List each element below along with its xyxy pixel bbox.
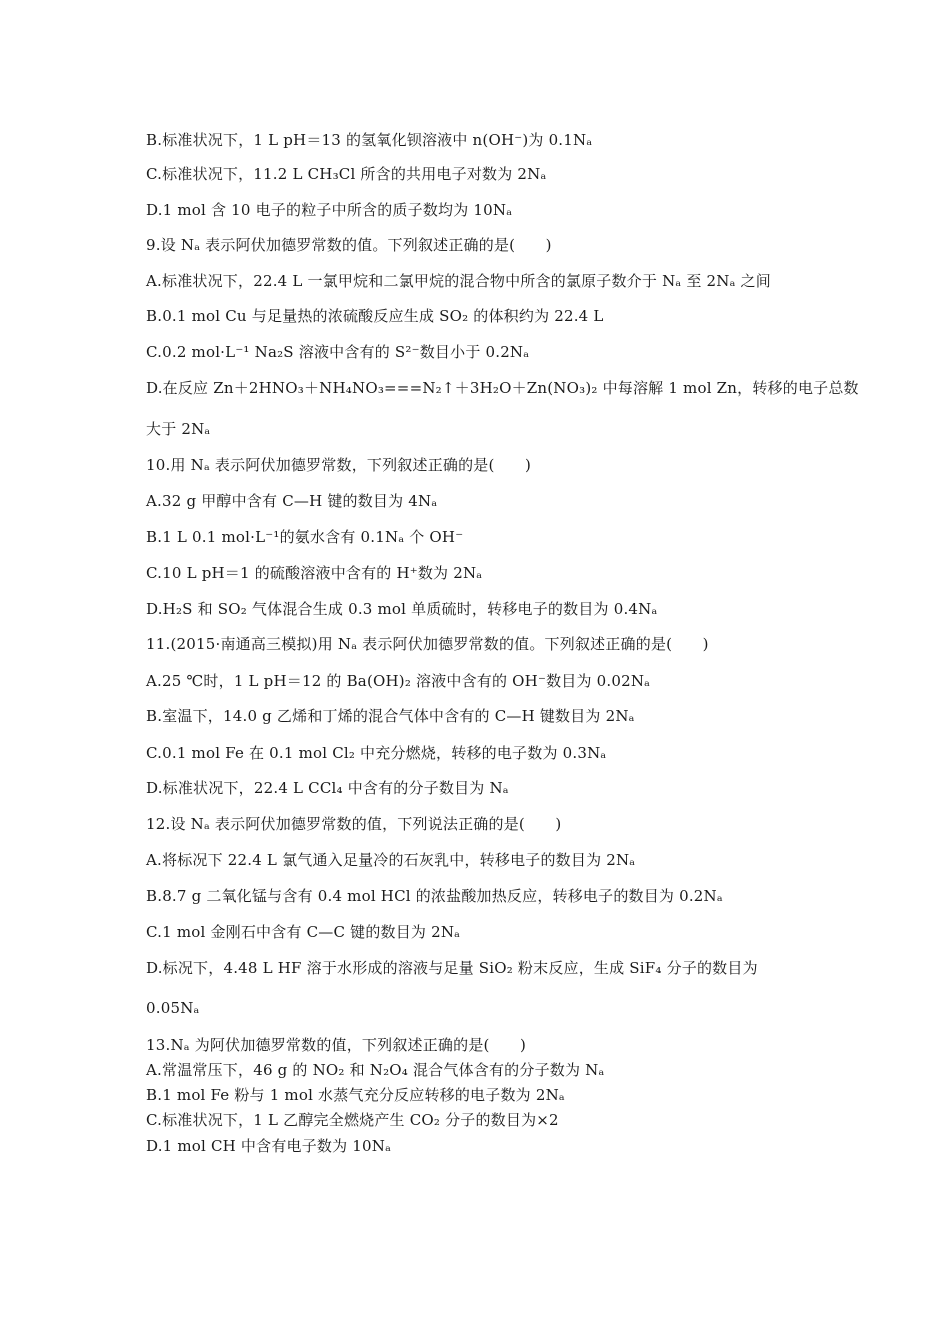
q10-option-c: C.10 L pH＝1 的硫酸溶液中含有的 H⁺数为 2Nₐ — [146, 564, 483, 582]
q12-option-d-cont: 0.05Nₐ — [146, 999, 200, 1017]
q13-option-c: C.标准状况下，1 L 乙醇完全燃烧产生 CO₂ 分子的数目为×2 — [146, 1111, 559, 1129]
q9-option-b: B.0.1 mol Cu 与足量热的浓硫酸反应生成 SO₂ 的体积约为 22.4 L — [146, 307, 604, 325]
q12-stem: 12.设 Nₐ 表示阿伏加德罗常数的值，下列说法正确的是( ) — [146, 815, 562, 833]
q12-option-c: C.1 mol 金刚石中含有 C—C 键的数目为 2Nₐ — [146, 923, 461, 941]
q12-option-d: D.标况下，4.48 L HF 溶于水形成的溶液与足量 SiO₂ 粉末反应，生成 SiF₄ 分子的数目为 — [146, 959, 758, 977]
q9-option-d: D.在反应 Zn＋2HNO₃＋NH₄NO₃===N₂↑＋3H₂O＋Zn(NO₃)₂ 中每溶解 1 mol Zn，转移的电子总数 — [146, 379, 859, 397]
q11-stem: 11.(2015·南通高三模拟)用 Nₐ 表示阿伏加德罗常数的值。下列叙述正确的是( ) — [146, 635, 709, 653]
q11-option-a: A.25 ℃时，1 L pH＝12 的 Ba(OH)₂ 溶液中含有的 OH⁻数目为 0.02Nₐ — [146, 672, 651, 690]
q12-option-a: A.将标况下 22.4 L 氯气通入足量冷的石灰乳中，转移电子的数目为 2Nₐ — [146, 851, 636, 869]
q10-option-d: D.H₂S 和 SO₂ 气体混合生成 0.3 mol 单质硫时，转移电子的数目为 0.4Nₐ — [146, 600, 658, 618]
q9-stem: 9.设 Nₐ 表示阿伏加德罗常数的值。下列叙述正确的是( ) — [146, 236, 552, 254]
q8-option-b: B.标准状况下，1 L pH＝13 的氢氧化钡溶液中 n(OH⁻)为 0.1Nₐ — [146, 131, 593, 149]
q13-option-b: B.1 mol Fe 粉与 1 mol 水蒸气充分反应转移的电子数为 2Nₐ — [146, 1086, 565, 1104]
q10-option-b: B.1 L 0.1 mol·L⁻¹的氨水含有 0.1Nₐ 个 OH⁻ — [146, 528, 464, 546]
q11-option-b: B.室温下，14.0 g 乙烯和丁烯的混合气体中含有的 C—H 键数目为 2Nₐ — [146, 707, 635, 725]
q11-option-c: C.0.1 mol Fe 在 0.1 mol Cl₂ 中充分燃烧，转移的电子数为 0.3Nₐ — [146, 744, 607, 762]
q8-option-d: D.1 mol 含 10 电子的粒子中所含的质子数均为 10Nₐ — [146, 201, 513, 219]
q12-option-b: B.8.7 g 二氧化锰与含有 0.4 mol HCl 的浓盐酸加热反应，转移电子的数目为 0.2Nₐ — [146, 887, 723, 905]
q9-option-d-cont: 大于 2Nₐ — [146, 420, 211, 438]
q13-option-d: D.1 mol CH 中含有电子数为 10Nₐ — [146, 1137, 392, 1155]
q13-stem: 13.Nₐ 为阿伏加德罗常数的值，下列叙述正确的是( ) — [146, 1036, 527, 1054]
q10-stem: 10.用 Nₐ 表示阿伏加德罗常数，下列叙述正确的是( ) — [146, 456, 532, 474]
q9-option-c: C.0.2 mol·L⁻¹ Na₂S 溶液中含有的 S²⁻数目小于 0.2Nₐ — [146, 343, 530, 361]
q9-option-a: A.标准状况下，22.4 L 一氯甲烷和二氯甲烷的混合物中所含的氯原子数介于 Nₐ 至 2Nₐ 之间 — [146, 272, 771, 290]
q13-option-a: A.常温常压下，46 g 的 NO₂ 和 N₂O₄ 混合气体含有的分子数为 Nₐ — [146, 1061, 605, 1079]
q8-option-c: C.标准状况下，11.2 L CH₃Cl 所含的共用电子对数为 2Nₐ — [146, 165, 547, 183]
q11-option-d: D.标准状况下，22.4 L CCl₄ 中含有的分子数目为 Nₐ — [146, 779, 509, 797]
q10-option-a: A.32 g 甲醇中含有 C—H 键的数目为 4Nₐ — [146, 492, 438, 510]
